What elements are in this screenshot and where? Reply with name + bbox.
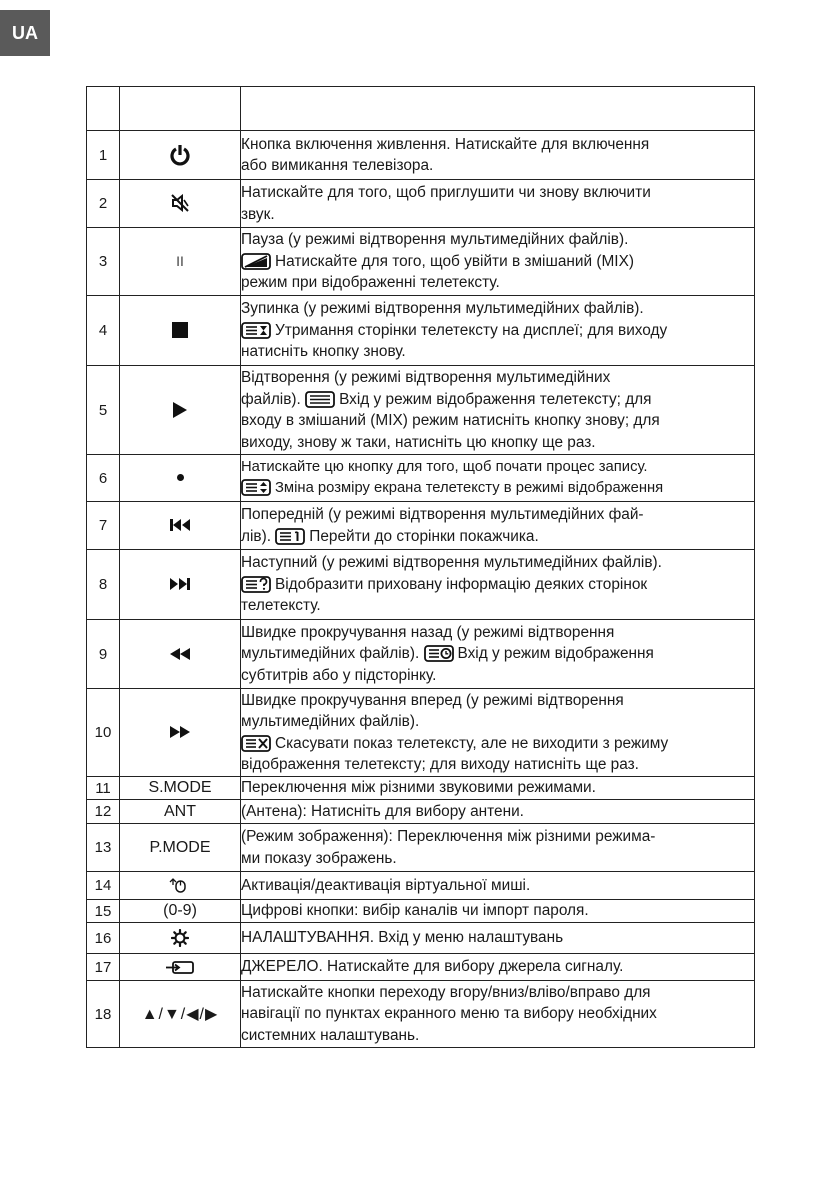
row-desc-line: (Антена): Натисніть для вибору антени. [241,800,755,824]
row-desc-line: відображення телетексту; для виходу натисніть ще раз. [241,756,639,773]
row-number: 15 [87,900,120,923]
row-desc-line: Активація/деактивація віртуальної миші. [241,872,755,900]
header-num [87,87,120,131]
row-number: 3 [87,228,120,296]
row-desc-line: Перейти до сторінки покажчика. [309,527,539,545]
previous-icon [169,518,191,532]
row-desc-line: Натискайте для того, щоб приглушити чи знову включити [241,184,651,201]
stop-icon [172,322,188,338]
language-badge: UA [0,10,50,56]
teletext-subpage-icon [424,645,454,662]
row-desc-line: входу в змішаний (MIX) режим натисніть кнопку знову; для [241,412,660,429]
table-row [87,455,755,502]
row-desc-line: Зупинка (у режимі відтворення мультимедійних файлів). [241,300,644,318]
teletext-size-icon [241,479,271,496]
row-desc-line: субтитрів або у підсторінку. [241,666,437,684]
row-desc-line: мультимедійних файлів). [241,645,420,663]
fast-forward-icon [169,725,191,739]
pause-icon: II [120,228,241,296]
table-row [87,824,755,872]
row-desc-line: ми показу зображень. [241,849,397,867]
table-row [87,620,755,689]
row-number: 13 [87,824,120,872]
row-desc-line: Зміна розміру екрана телетексту в режимі відображення [275,480,664,496]
s-mode-label: S.MODE [120,777,241,800]
mouse-icon [169,877,191,893]
table-row [87,131,755,180]
row-desc-line: Вхід у режим відображення телетексту; для [339,390,652,408]
table-row [87,296,755,366]
teletext-index-icon [275,528,305,545]
teletext-cancel-icon [241,735,271,752]
teletext-mix-icon [241,253,271,270]
play-icon [172,401,188,419]
row-number: 8 [87,550,120,620]
row-number: 4 [87,296,120,366]
teletext-hold-icon [241,322,271,339]
row-desc-line: Переключення між різними звуковими режимами. [241,777,755,800]
table-row [87,923,755,954]
row-desc-line: Скасувати показ телетексту, але не виходити з режиму [275,734,669,752]
row-desc-line: навігації по пунктах екранного меню та вибору необхідних [241,1005,657,1023]
row-number: 17 [87,954,120,981]
record-icon [177,474,184,481]
row-number: 18 [87,981,120,1048]
header-desc [241,87,755,131]
row-desc-line: або вимикання телевізора. [241,157,434,174]
row-number: 2 [87,180,120,228]
next-icon [169,577,191,591]
row-desc-line: телетексту. [241,597,321,615]
row-number: 5 [87,366,120,455]
row-desc-line: Пауза (у режимі відтворення мультимедійних файлів). [241,231,629,249]
row-number: 10 [87,689,120,777]
table-row [87,800,755,824]
row-desc-line: Швидке прокручування вперед (у режимі відтворення [241,691,624,709]
arrow-keys-label: ▲/▼/◀/▶ [120,981,241,1048]
row-desc-line: звук. [241,205,275,223]
row-number: 14 [87,872,120,900]
row-desc-line: мультимедійних файлів). [241,713,420,730]
digit-keys-label: (0-9) [120,900,241,923]
table-row [87,228,755,296]
source-icon [165,959,195,975]
row-desc-line: Відобразити приховану інформацію деяких сторінок [275,575,648,593]
table-row [87,954,755,981]
table-row [87,180,755,228]
row-desc-line: Вхід у режим відображення [457,645,654,663]
row-desc-line: системних налаштувань. [241,1026,420,1044]
power-icon [170,144,190,166]
row-number: 12 [87,800,120,824]
mute-icon [171,194,189,212]
row-number: 1 [87,131,120,180]
table-row [87,900,755,923]
row-desc-line: (Режим зображення): Переключення між різними режима- [241,828,656,845]
row-desc-line: НАЛАШТУВАННЯ. Вхід у меню налаштувань [241,923,755,954]
ant-label: ANT [120,800,241,824]
table-row [87,981,755,1048]
gear-icon [171,929,189,947]
row-desc-line: Попередній (у режимі відтворення мультимедійних фай- [241,506,644,523]
table-header-row [87,87,755,131]
row-desc-line: ДЖЕРЕЛО. Натискайте для вибору джерела сигналу. [241,954,755,981]
row-desc-line: Цифрові кнопки: вибір каналів чи імпорт пароля. [241,900,755,923]
row-number: 6 [87,455,120,502]
row-number: 16 [87,923,120,954]
row-desc-line: файлів). [241,390,301,408]
row-desc-line: виходу, знову ж таки, натисніть цю кнопку ще раз. [241,433,596,451]
teletext-icon [305,391,335,408]
row-desc-line: Кнопка включення живлення. Натискайте для включення [241,135,650,153]
rewind-icon [169,647,191,661]
row-number: 11 [87,777,120,800]
table-row [87,550,755,620]
row-desc-line: режим при відображенні телетексту. [241,274,500,292]
table-row [87,872,755,900]
table-row [87,689,755,777]
row-desc-line: лів). [241,527,271,545]
table-row [87,777,755,800]
table-row [87,502,755,550]
row-desc-line: Утримання сторінки телетексту на дисплеї; для виходу [275,321,668,339]
row-desc-line: натисніть кнопку знову. [241,343,406,361]
row-number: 9 [87,620,120,689]
row-desc-line: Натискайте для того, щоб увійти в змішаний (MIX) [275,252,634,270]
table-row [87,366,755,455]
row-desc-line: Натискайте цю кнопку для того, щоб почати процес запису. [241,458,648,475]
p-mode-label: P.MODE [120,824,241,872]
teletext-reveal-icon [241,576,271,593]
header-icon [120,87,241,131]
row-number: 7 [87,502,120,550]
remote-buttons-table [86,86,755,1048]
row-desc-line: Швидке прокручування назад (у режимі відтворення [241,623,615,641]
row-desc-line: Натискайте кнопки переходу вгору/вниз/вліво/вправо для [241,983,651,1001]
row-desc-line: Відтворення (у режимі відтворення мультимедійних [241,369,611,386]
row-desc-line: Наступний (у режимі відтворення мультимедійних файлів). [241,554,662,572]
